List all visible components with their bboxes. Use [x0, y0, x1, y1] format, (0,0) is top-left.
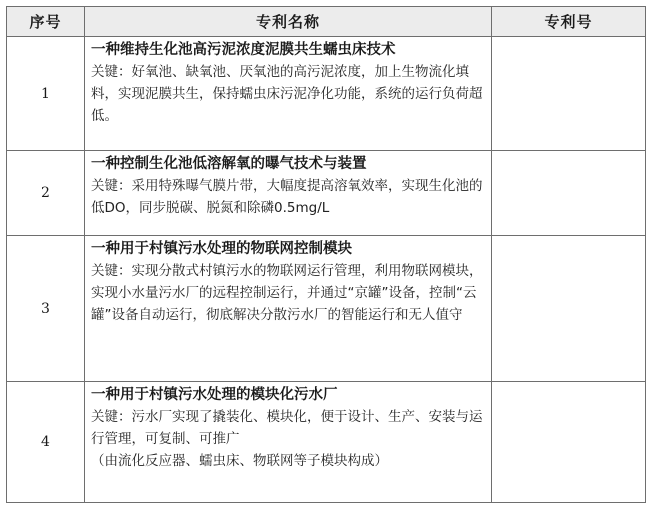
patent-description-text: 关键：污水厂实现了撬装化、模块化，便于设计、生产、安装与运行管理，可复制、可推广 — [91, 409, 483, 447]
table-row — [7, 37, 646, 151]
row-seq: 4 — [7, 382, 85, 503]
patent-description-note: （由流化反应器、蠕虫床、物联网等子模块构成） — [91, 453, 388, 469]
row-seq: 3 — [7, 236, 85, 382]
row-patent-number — [492, 37, 646, 151]
table-row — [7, 236, 646, 382]
patent-title: 一种用于村镇污水处理的物联网控制模块 — [91, 241, 352, 257]
row-patent-number — [492, 236, 646, 382]
row-patent-name — [85, 236, 492, 382]
patent-description: 关键：实现分散式村镇污水的物联网运行管理，利用物联网模块，实现小水量污水厂的远程控制运行，并通过“京罐”设备，控制“云罐”设备自动运行，彻底解决分散污水厂的智能运行和无人值守 — [91, 263, 483, 323]
row-patent-name — [85, 151, 492, 236]
row-patent-number — [492, 151, 646, 236]
patent-title: 一种维持生化池高污泥浓度泥膜共生蠕虫床技术 — [91, 42, 396, 58]
row-patent-number — [492, 382, 646, 503]
table-header-row — [7, 7, 646, 37]
row-seq: 2 — [7, 151, 85, 236]
patent-table — [6, 6, 646, 503]
header-seq: 序号 — [7, 7, 85, 37]
header-name: 专利名称 — [85, 7, 492, 37]
row-seq: 1 — [7, 37, 85, 151]
patent-description: 关键：采用特殊曝气膜片带，大幅度提高溶氧效率，实现生化池的低DO，同步脱碳、脱氮和除磷0.5mg/L — [91, 178, 483, 216]
patent-description — [91, 406, 487, 472]
patent-title: 一种用于村镇污水处理的模块化污水厂 — [91, 387, 338, 403]
table-row — [7, 151, 646, 236]
row-patent-name — [85, 382, 492, 503]
row-patent-name — [85, 37, 492, 151]
header-number: 专利号 — [492, 7, 646, 37]
patent-description: 关键：好氧池、缺氧池、厌氧池的高污泥浓度，加上生物流化填料，实现泥膜共生，保持蠕虫床污泥净化功能，系统的运行负荷超低。 — [91, 64, 483, 124]
table-row — [7, 382, 646, 503]
patent-title: 一种控制生化池低溶解氧的曝气技术与装置 — [91, 156, 367, 172]
